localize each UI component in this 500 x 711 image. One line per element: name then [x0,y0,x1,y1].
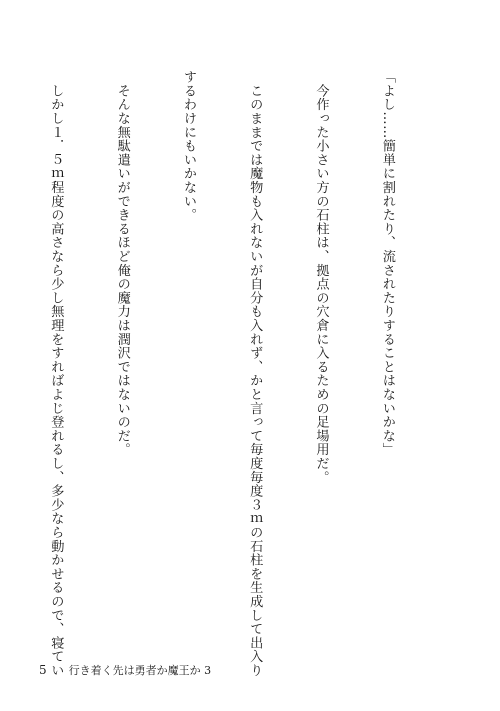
book-title: 行き着く先は勇者か魔王か 3 [68,664,212,677]
text-line: そんな無駄遣いができるほど俺の魔力は潤沢ではないのだ。 [114,70,130,457]
page-footer [39,662,211,678]
text-line: しかし１．５ｍ程度の高さなら少し無理をすればよじ登れるし、多少なら動かせるので、寝てい [48,70,64,678]
text-line: 「よし……簡単に割れたり、流されたりすることはないかな」 [379,70,395,457]
page-number: 5 [39,663,47,677]
text-line: 今作った小さい方の石柱は、拠点の穴倉に入るための足場用だ。 [313,70,329,484]
text-line: このままでは魔物も入れないが自分も入れず、かと言って毎度毎度３ｍの石柱を生成して出入り [247,70,263,678]
text-line: するわけにもいかない。 [180,70,196,222]
